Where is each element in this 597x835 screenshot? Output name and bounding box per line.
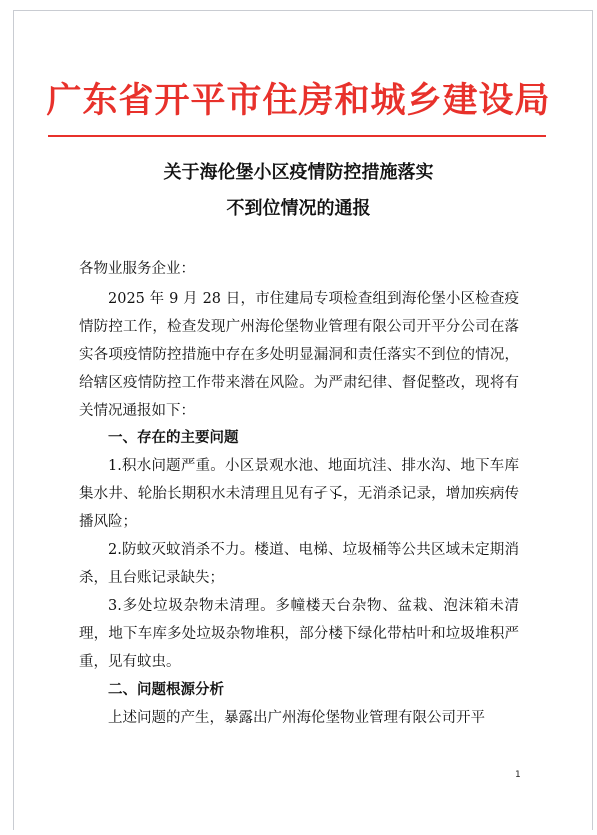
page-number: 1 [515, 770, 521, 780]
analysis-paragraph: 上述问题的产生，暴露出广州海伦堡物业管理有限公司开平 [108, 710, 485, 726]
document-title-line-2: 不到位情况的通报 [226, 198, 371, 219]
issue-item: 3.多处垃圾杂物未清理。多幢楼天台杂物、盆栽、泡沫箱未清理，地下车库多处垃圾杂物堆积，部分楼下绿化带枯叶和垃圾堆积严重，见有蚊虫。 [79, 598, 519, 670]
page-frame-right [592, 10, 593, 830]
page-frame-top [13, 10, 593, 11]
issuing-authority-title: 广东省开平市住房和城乡建设局 [46, 80, 551, 121]
page-frame-left [13, 10, 14, 830]
salutation: 各物业服务企业： [79, 261, 195, 277]
issue-item: 1.积水问题严重。小区景观水池、地面坑洼、排水沟、地下车库集水井、轮胎长期积水未清理且见有孑孓，无消杀记录，增加疾病传播风险； [79, 458, 519, 530]
issue-item: 2.防蚊灭蚊消杀不力。楼道、电梯、垃圾桶等公共区域未定期消杀，且台账记录缺失； [79, 542, 519, 586]
section-heading-analysis: 二、问题根源分析 [108, 681, 224, 698]
document-title-line-1: 关于海伦堡小区疫情防控措施落实 [163, 162, 434, 183]
red-header-rule [48, 135, 546, 137]
section-heading-issues: 一、存在的主要问题 [108, 429, 239, 446]
intro-paragraph: 2025 年 9 月 28 日，市住建局专项检查组到海伦堡小区检查疫情防控工作，检查发现广州海伦堡物业管理有限公司开平分公司在落实各项疫情防控措施中存在多处明显漏洞和责任落实不到位的情况，给辖区疫情防控工作带来潜在风险。为严肃纪律、督促整改，现将有关情况通报如下： [79, 291, 519, 419]
